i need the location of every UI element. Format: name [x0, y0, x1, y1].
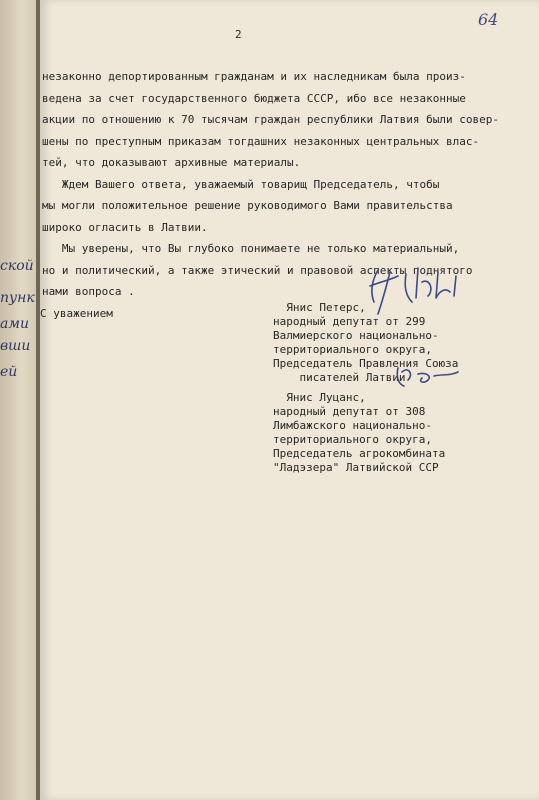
body-line: акции по отношению к 70 тысячам граждан республики Латвия были совер-	[42, 113, 499, 126]
body-line: нами вопроса .	[42, 285, 135, 298]
signatory-2-block	[273, 391, 445, 475]
body-line: но и политический, а также этический и правовой аспекты поднятого	[42, 263, 473, 277]
body-line: Мы уверены, что Вы глубоко понимаете не только материальный,	[42, 242, 460, 255]
body-line: незаконно депортированным гражданам и их наследникам была произ-	[42, 70, 466, 83]
margin-note: ами	[0, 316, 29, 332]
margin-note: пунк	[0, 290, 35, 306]
body-line: широко огласить в Латвии.	[42, 220, 208, 234]
signatory-2-line: Председатель агрокомбината	[273, 447, 446, 460]
body-line: мы могли положительное решение руководимого Вами правительства	[42, 199, 453, 212]
signatory-2-line: "Ладэзера" Латвийской ССР	[273, 461, 439, 474]
signatory-1-line: народный депутат от 299	[273, 315, 426, 328]
margin-note: ской	[0, 258, 34, 274]
signatory-2-line: Янис Луцанс,	[273, 391, 366, 404]
signatory-1-line: территориального округа,	[273, 343, 432, 356]
signatory-2-line: Лимбажского национально-	[273, 419, 432, 432]
margin-note: ей	[0, 364, 18, 380]
handwritten-signature-1	[360, 262, 490, 322]
adjacent-page-edge	[0, 0, 36, 800]
signatory-1-line: Валмиерского национально-	[273, 329, 439, 342]
signatory-1-line: Председатель Правления Союза	[273, 357, 459, 370]
folio-number: 64	[478, 10, 499, 29]
margin-note: вши	[0, 338, 31, 354]
closing-salutation: С уважением	[40, 307, 113, 320]
body-line: ведена за счет государственного бюджета СССР, ибо все незаконные	[42, 91, 466, 105]
signatory-1-line: Янис Петерс,	[273, 301, 366, 314]
signatory-2-line: территориального округа,	[273, 433, 432, 446]
page-number: 2	[235, 28, 242, 41]
body-line: шены по преступным приказам тогдашних незаконных центральных влас-	[42, 134, 480, 148]
document-page	[40, 0, 539, 800]
body-line: Ждем Вашего ответа, уважаемый товарищ Председатель, чтобы	[42, 177, 440, 191]
body-line: тей, что доказывают архивные материалы.	[42, 156, 301, 169]
signatory-2-line: народный депутат от 308	[273, 405, 426, 418]
signatory-1-line: писателей Латвии	[273, 371, 406, 384]
handwritten-signature-2	[392, 362, 472, 392]
